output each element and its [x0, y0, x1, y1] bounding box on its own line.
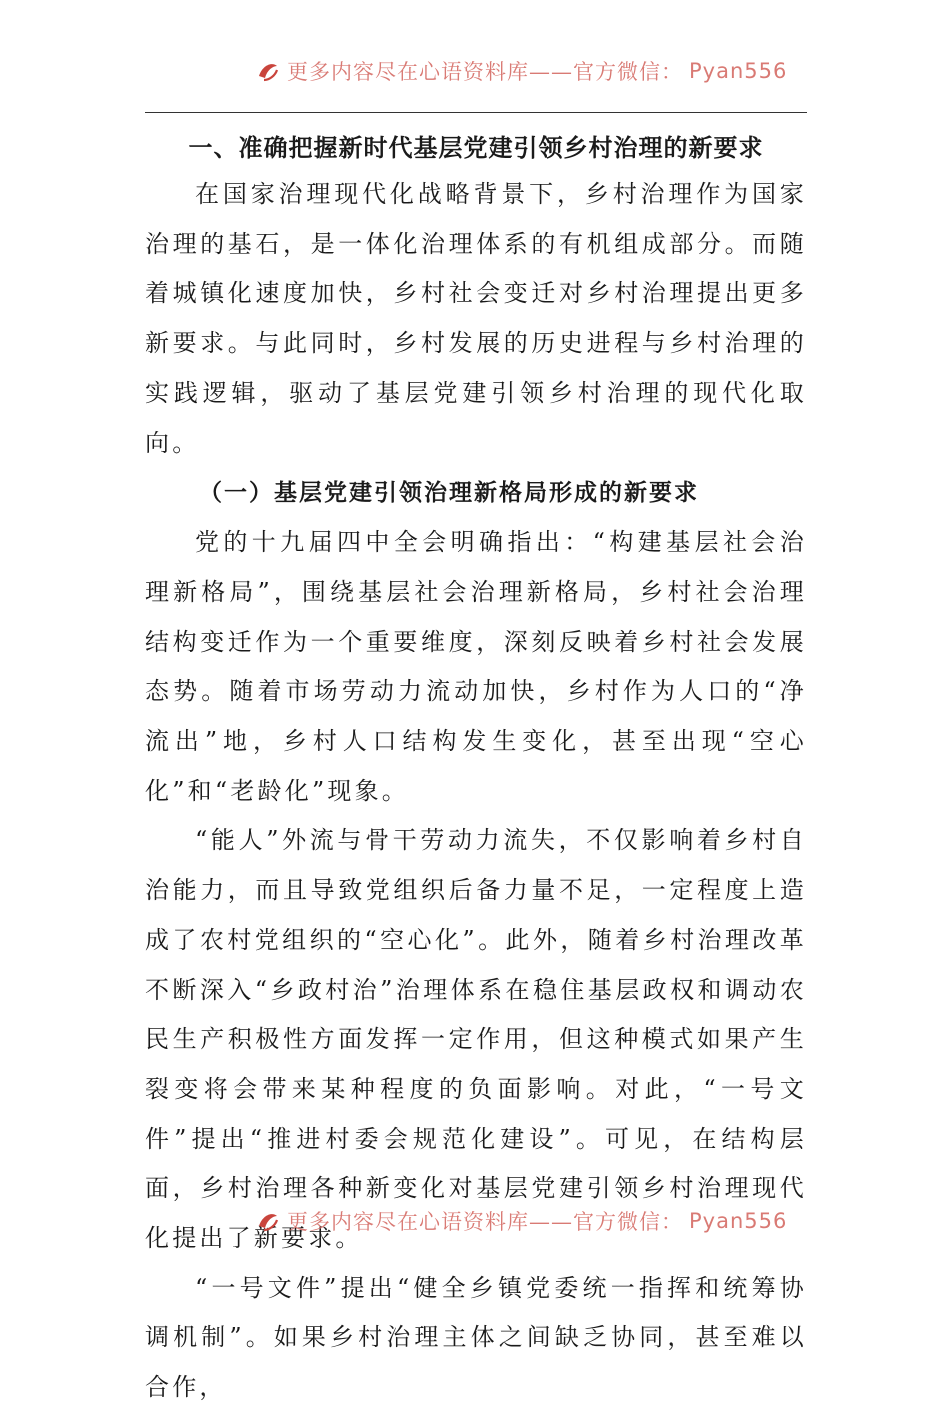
paragraph-1: 在国家治理现代化战略背景下，乡村治理作为国家治理的基石，是一体化治理体系的有机组成部分。而随着城镇化速度加快，乡村社会变迁对乡村治理提出更多新要求。与此同时，乡村发展的历史进程与乡村治理的实践逻辑，驱动了基层党建引领乡村治理的现代化取向。: [145, 180, 807, 457]
header-divider: [145, 112, 807, 113]
watermark-text: 更多内容尽在心语资料库——官方微信：: [287, 60, 683, 84]
paragraph-4: “一号文件”提出“健全乡镇党委统一指挥和统筹协调机制”。如果乡村治理主体之间缺乏协同，甚至难以合作，: [145, 1273, 807, 1402]
watermark-header: [255, 56, 787, 86]
subsection-heading: （一）基层党建引领治理新格局形成的新要求: [199, 479, 699, 507]
brand-logo-icon: [255, 58, 281, 84]
brand-logo-icon: [255, 1208, 281, 1234]
paragraph-2: 党的十九届四中全会明确指出：“构建基层社会治理新格局”，围绕基层社会治理新格局，乡村社会治理结构变迁作为一个重要维度，深刻反映着乡村社会发展态势。随着市场劳动力流动加快，乡村作为人口的“净流出”地，乡村人口结构发生变化，甚至出现“空心化”和“老龄化”现象。: [145, 528, 807, 805]
paragraph-3: “能人”外流与骨干劳动力流失，不仅影响着乡村自治能力，而且导致党组织后备力量不足，一定程度上造成了农村党组织的“空心化”。此外，随着乡村治理改革不断深入“乡政村治”治理体系在稳住基层政权和调动农民生产积极性方面发挥一定作用，但这种模式如果产生裂变将会带来某种程度的负面影响。对此，“一号文件”提出“推进村委会规范化建设”。可见，在结构层面，乡村治理各种新变化对基层党建引领乡村治理现代化提出了新要求。: [145, 826, 807, 1253]
watermark-text: 更多内容尽在心语资料库——官方微信：: [287, 1210, 683, 1234]
section-heading: 一、准确把握新时代基层党建引领乡村治理的新要求: [188, 134, 764, 162]
watermark-wechat-id: Pyan556: [689, 59, 788, 83]
watermark-footer: [255, 1206, 787, 1236]
watermark-wechat-id: Pyan556: [689, 1209, 788, 1233]
